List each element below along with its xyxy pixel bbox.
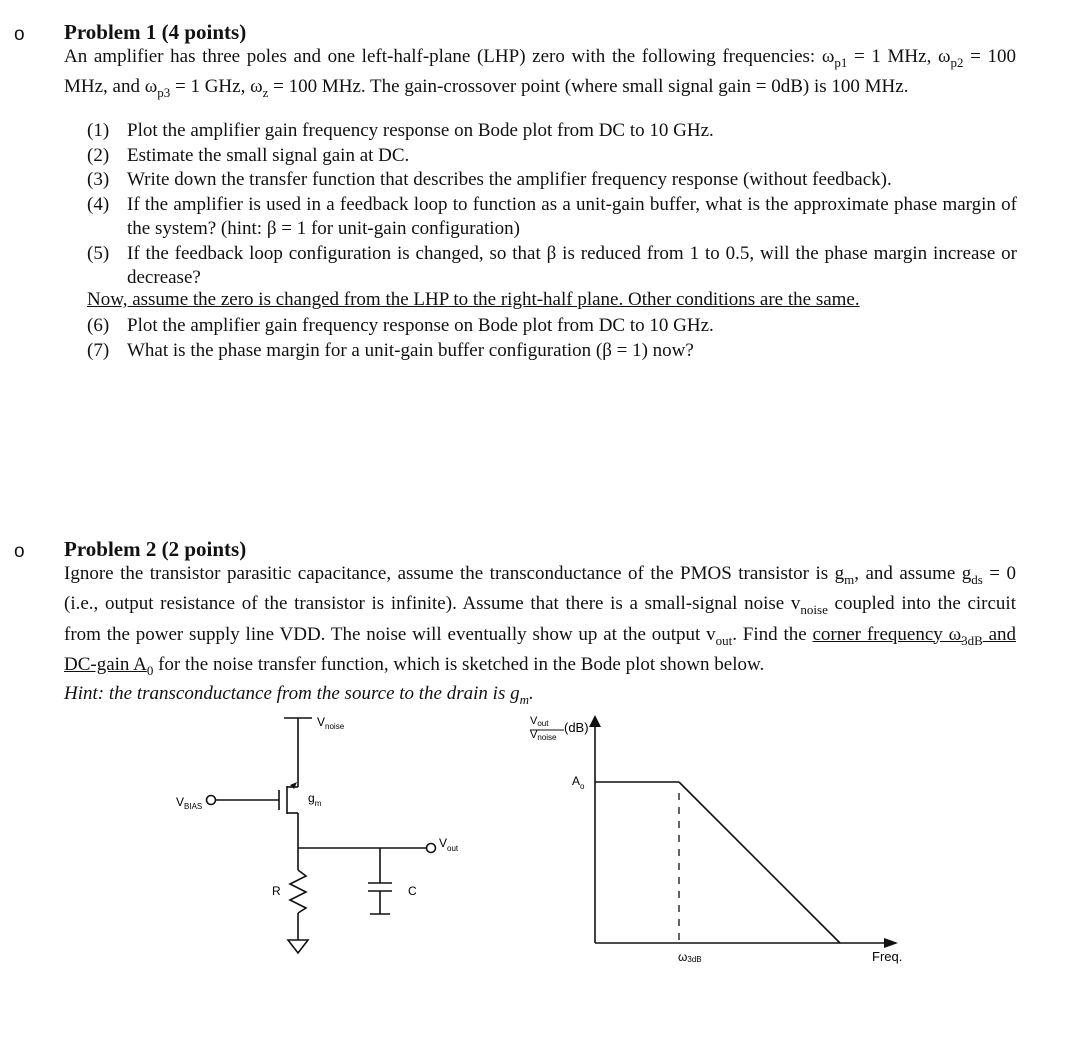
bode-ylabel-denominator: Vnoise	[530, 729, 557, 742]
x-axis-arrow	[884, 938, 898, 948]
pmos-circuit-schematic	[160, 710, 480, 970]
a0-label: $A_o$	[572, 774, 585, 791]
c-label: C	[408, 884, 417, 898]
problem1-bullet: o	[14, 24, 25, 45]
list-item: (6) Plot the amplifier gain frequency response on Bode plot from DC to 10 GHz.	[87, 315, 714, 336]
noise-bode-plot	[520, 705, 920, 975]
resistor-r	[290, 870, 306, 913]
list-item: (5) If the feedback loop configuration is changed, so that β is reduced from 1 to 0.5, will the phase margin increase or decrease?	[87, 242, 1017, 288]
problem2-hint: Hint: the transconductance from the source to the drain is $g_m$.	[64, 683, 534, 707]
list-item: (4) If the amplifier is used in a feedback loop to function as a unit-gain buffer, what is the approximate phase margin of the system? (hint: β = 1 for unit-gain configuration)	[87, 193, 1017, 239]
r-label: R	[272, 884, 281, 898]
bode-xlabel: Freq.	[872, 949, 903, 964]
vnoise-label: $V_{noise}$	[317, 715, 345, 731]
vout-label: $V_{out}$	[439, 836, 459, 853]
problem1-question-list-2	[87, 314, 1017, 363]
problem2-title: Problem 2 (2 points)	[64, 537, 247, 561]
pmos-arrow	[290, 782, 297, 789]
bode-rolloff-line	[679, 782, 840, 943]
list-item: (3) Write down the transfer function that describes the amplifier frequency response (without feedback).	[87, 169, 892, 190]
vbias-terminal	[207, 796, 216, 805]
list-item: (1) Plot the amplifier gain frequency response on Bode plot from DC to 10 GHz.	[87, 120, 714, 141]
ground-symbol	[288, 940, 308, 953]
y-axis-arrow	[589, 715, 601, 727]
vbias-label: $V_{BIAS}$	[176, 795, 203, 811]
problem2-bullet: o	[14, 541, 25, 562]
problem1-title: Problem 1 (4 points)	[64, 20, 247, 44]
problem1-question-list	[87, 119, 1017, 291]
bode-ylabel-unit: (dB)	[564, 720, 589, 735]
problem2-description: Ignore the transistor parasitic capacitance, assume the transconductance of the PMOS transistor is $g_m$, and assume $g_{ds} = 0$ (i.e., output resistance of the transistor is infinite). Assume that there is a small-signal noise $v_{noise}$ coupled into the circuit from the power supply line VDD. The noise will eventually show up at the output $v_{out}$. Find the corner frequency $\omega_{3dB}$ and DC-gain $A_0$ for the noise transfer function, which is sketched in the Bode plot shown below.	[64, 563, 1017, 678]
gm-label: $g_m$	[308, 791, 322, 808]
corner-frequency-label: ω3dB	[678, 950, 702, 964]
list-item: (7) What is the phase margin for a unit-gain buffer configuration (β = 1) now?	[87, 339, 694, 361]
problem1-rhp-note: Now, assume the zero is changed from the LHP to the right-half plane. Other conditions are the same.	[87, 289, 860, 310]
vout-terminal	[427, 844, 436, 853]
bode-ylabel-numerator: Vout	[530, 715, 549, 728]
problem1-intro: An amplifier has three poles and one left-half-plane (LHP) zero with the following frequencies: $\omega_{p1} = 1$ MHz, $\omega_{p2} = 100$ MHz, and $\omega_{p3} = 1$ GHz, $\omega_z = 100$ MHz. The gain-crossover point (where small signal gain = 0dB) is 100 MHz.	[64, 46, 1017, 101]
list-item: (2) Estimate the small signal gain at DC.	[87, 144, 410, 166]
